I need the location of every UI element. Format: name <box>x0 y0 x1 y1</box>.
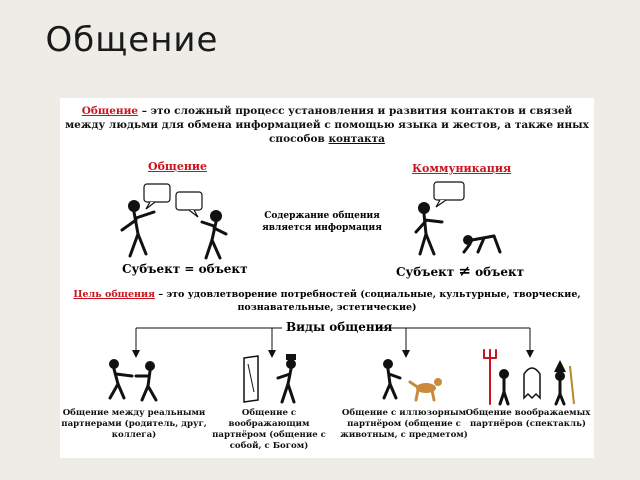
right-heading: Коммуникация <box>412 162 512 175</box>
definition-term: Общение <box>81 105 139 117</box>
right-relation-subject: Субъект <box>396 265 455 279</box>
definition-body: это сложный процесс установления и развития контактов и связей между людьми для обмена информацией с помощью языка и жестов, а также иных способов <box>65 105 589 145</box>
slide-title: Общение <box>45 20 219 60</box>
person-and-dog-figure <box>372 356 452 406</box>
theatre-figures <box>480 346 576 408</box>
center-note: Содержание общения является информация <box>262 211 382 233</box>
content-panel <box>60 98 594 458</box>
mirror-figure <box>236 352 306 408</box>
not-equal-sign: ≠ <box>458 262 471 280</box>
type-caption-real: Общение между реальными партнерами (родитель, друг, коллега) <box>61 408 207 440</box>
left-relation: Субъект = объект <box>122 262 248 276</box>
purpose-term: Цель общения <box>73 289 156 300</box>
definition-dash: – <box>138 105 151 117</box>
left-heading: Общение <box>148 160 208 173</box>
purpose-body: это удовлетворение потребностей (социальные, культурные, творческие, познавательные, эстетические) <box>166 289 581 313</box>
real-partners-figure <box>102 354 172 404</box>
type-caption-theatre: Общение воображаемых партнёров (спектакль) <box>465 408 591 429</box>
purpose-dash: – <box>155 289 167 300</box>
type-caption-illusory: Общение с иллюзорным партнёром (общение с животным, с предметом) <box>340 408 468 440</box>
right-relation-object: объект <box>475 265 525 279</box>
types-title: Виды общения <box>286 320 393 334</box>
definition-tail: контакта <box>328 133 385 145</box>
type-caption-imagined: Общение с воображающим партнёром (общение с собой, с Богом) <box>212 408 326 451</box>
